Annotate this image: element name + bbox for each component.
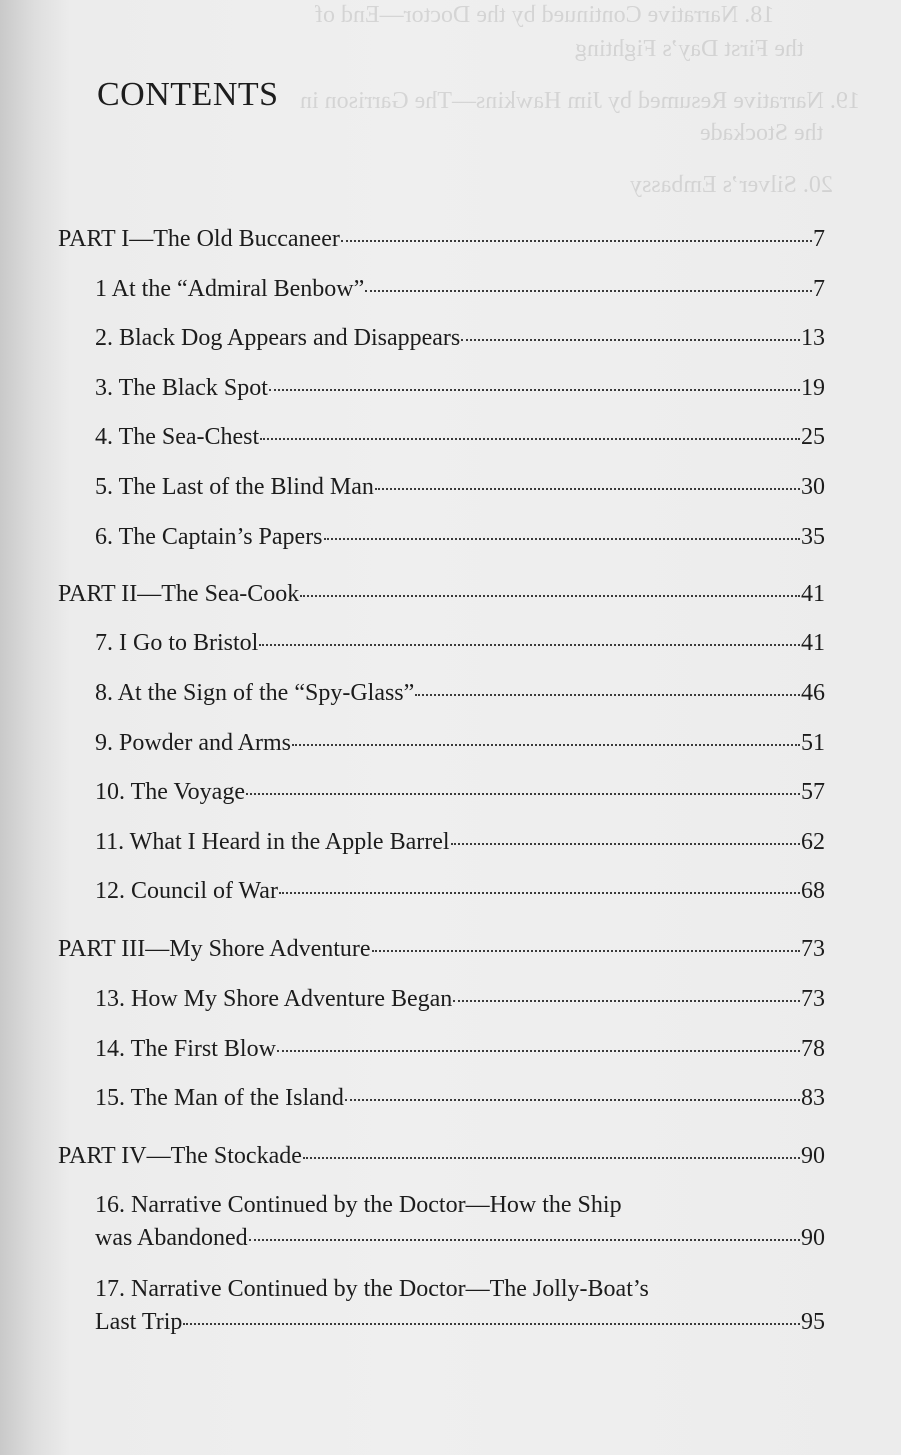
toc-entry-label: 1 At the “Admiral Benbow”	[95, 276, 365, 302]
toc-page-number: 35	[801, 524, 825, 550]
toc-page-number: 83	[801, 1085, 825, 1111]
toc-chapter-entry[interactable]	[95, 1082, 825, 1115]
toc-entry-label: PART IV—The Stockade	[58, 1143, 302, 1169]
dot-leader	[345, 1099, 800, 1101]
dot-leader	[269, 389, 800, 391]
toc-chapter-entry[interactable]	[95, 1273, 825, 1339]
toc-chapter-entry[interactable]	[95, 372, 825, 405]
bleed-through-line: 18. Narrative Continued by the Doctor—End of	[315, 2, 775, 28]
toc-entry-label: 5. The Last of the Blind Man	[95, 474, 374, 500]
toc-page-number: 78	[801, 1036, 825, 1062]
bleed-through-line: the First Day’s Fighting	[575, 36, 804, 62]
toc-page-number: 25	[801, 424, 825, 450]
toc-entry-label: 14. The First Blow	[95, 1036, 276, 1062]
toc-entry-label: PART II—The Sea-Cook	[58, 581, 300, 607]
dot-leader	[324, 538, 800, 540]
dot-leader	[279, 892, 800, 894]
toc-chapter-entry[interactable]	[95, 1189, 825, 1255]
toc-page-number: 7	[813, 226, 825, 252]
toc-chapter-entry[interactable]	[95, 727, 825, 760]
toc-page-number: 30	[801, 474, 825, 500]
toc-page-number: 68	[801, 878, 825, 904]
dot-leader	[372, 950, 800, 952]
dot-leader	[249, 1239, 800, 1241]
dot-leader	[341, 240, 812, 242]
toc-page-number: 95	[801, 1309, 825, 1335]
toc-page-number: 41	[801, 581, 825, 607]
toc-part-entry[interactable]	[58, 933, 825, 966]
toc-part-entry[interactable]	[58, 1140, 825, 1173]
dot-leader	[300, 595, 800, 597]
toc-chapter-entry[interactable]	[95, 627, 825, 660]
toc-entry-label: 6. The Captain’s Papers	[95, 524, 323, 550]
dot-leader	[292, 744, 800, 746]
toc-page-number: 46	[801, 680, 825, 706]
toc-entry-label: 11. What I Heard in the Apple Barrel	[95, 829, 450, 855]
dot-leader	[183, 1323, 800, 1325]
dot-leader	[277, 1050, 800, 1052]
toc-entry-label: 16. Narrative Continued by the Doctor—How the Ship	[95, 1192, 622, 1218]
toc-entry-label: 10. The Voyage	[95, 779, 245, 805]
toc-entry-label: 9. Powder and Arms	[95, 730, 291, 756]
toc-entry-label: PART I—The Old Buccaneer	[58, 226, 340, 252]
toc-chapter-entry[interactable]	[95, 776, 825, 809]
toc-page-number: 90	[801, 1225, 825, 1251]
toc-entry-label: 17. Narrative Continued by the Doctor—The Jolly-Boat’s	[95, 1276, 649, 1302]
toc-entry-label-continued: was Abandoned	[95, 1225, 248, 1251]
toc-part-entry[interactable]	[58, 223, 825, 256]
toc-chapter-entry[interactable]	[95, 273, 825, 306]
toc-entry-label-continued: Last Trip	[95, 1309, 183, 1335]
toc-page-number: 19	[801, 375, 825, 401]
dot-leader	[461, 339, 800, 341]
toc-page-number: 57	[801, 779, 825, 805]
toc-page-number: 7	[813, 276, 825, 302]
bleed-through-line: 19. Narrative Resumed by Jim Hawkins—The Garrison in	[300, 88, 860, 114]
dot-leader	[375, 488, 800, 490]
toc-page-number: 41	[801, 630, 825, 656]
dot-leader	[415, 694, 800, 696]
toc-entry-label: 4. The Sea-Chest	[95, 424, 260, 450]
toc-page-number: 51	[801, 730, 825, 756]
dot-leader	[259, 644, 800, 646]
toc-chapter-entry[interactable]	[95, 521, 825, 554]
toc-chapter-entry[interactable]	[95, 421, 825, 454]
dot-leader	[451, 843, 800, 845]
bleed-through-line: 20. Silver’s Embassy	[630, 172, 833, 198]
toc-entry-label: 2. Black Dog Appears and Disappears	[95, 325, 461, 351]
toc-chapter-entry[interactable]	[95, 322, 825, 355]
toc-chapter-entry[interactable]	[95, 875, 825, 908]
toc-entry-label: 3. The Black Spot	[95, 375, 268, 401]
bleed-through-line: the Stockade	[700, 120, 824, 146]
toc-chapter-entry[interactable]	[95, 677, 825, 710]
dot-leader	[303, 1157, 800, 1159]
toc-entry-label: 12. Council of War	[95, 878, 278, 904]
dot-leader	[453, 1000, 800, 1002]
toc-entry-label: PART III—My Shore Adventure	[58, 936, 371, 962]
toc-entry-label: 7. I Go to Bristol	[95, 630, 259, 656]
dot-leader	[260, 438, 800, 440]
toc-chapter-entry[interactable]	[95, 983, 825, 1016]
toc-page-number: 13	[801, 325, 825, 351]
toc-chapter-entry[interactable]	[95, 826, 825, 859]
contents-title: CONTENTS	[97, 76, 279, 113]
toc-entry-label: 15. The Man of the Island	[95, 1085, 344, 1111]
toc-entry-label: 8. At the Sign of the “Spy-Glass”	[95, 680, 415, 706]
dot-leader	[365, 290, 812, 292]
toc-page-number: 73	[801, 936, 825, 962]
toc-page-number: 90	[801, 1143, 825, 1169]
toc-chapter-entry[interactable]	[95, 471, 825, 504]
toc-entry-label: 13. How My Shore Adventure Began	[95, 986, 453, 1012]
toc-page-number: 73	[801, 986, 825, 1012]
toc-part-entry[interactable]	[58, 578, 825, 611]
dot-leader	[246, 793, 800, 795]
toc-page-number: 62	[801, 829, 825, 855]
toc-chapter-entry[interactable]	[95, 1033, 825, 1066]
